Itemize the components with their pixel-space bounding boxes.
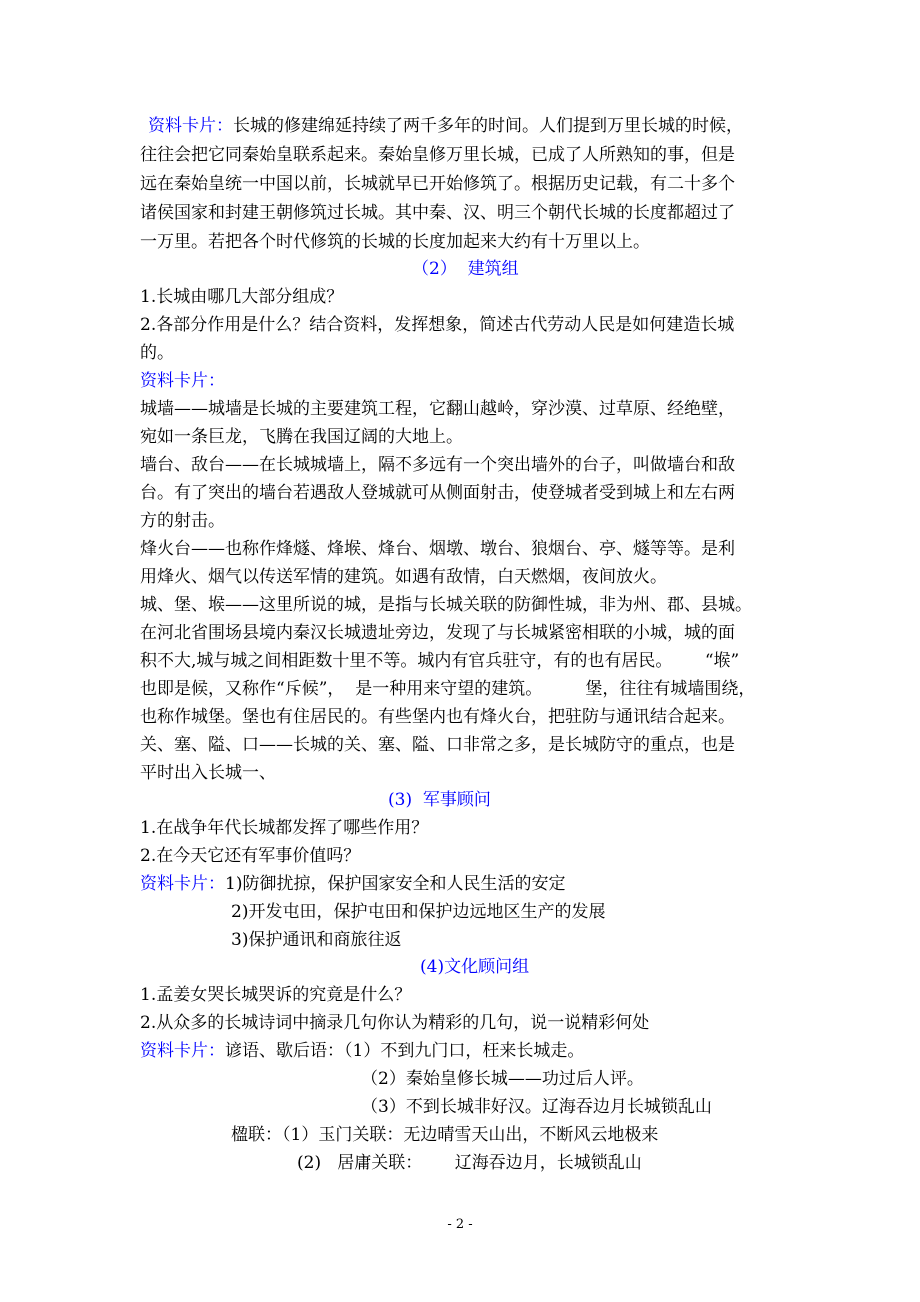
section2-body-10: 积不大,城与城之间相距数十里不等。城内有官兵驻守，有的也有居民。 “堠”: [140, 651, 740, 671]
section3-item-3: 3)保护通讯和商旅往返: [231, 930, 402, 950]
section2-body-14: 平时出入长城一、: [140, 763, 276, 783]
section2-body-2: 宛如一条巨龙，飞腾在我国辽阔的大地上。: [140, 427, 463, 447]
section2-question-2-cont: 的。: [140, 343, 174, 363]
section2-body-6: 烽火台——也称作烽燧、烽堠、烽台、烟墩、墩台、狼烟台、亭、燧等等。是利: [140, 539, 735, 559]
section2-body-12: 也称作城堡。堡也有住居民的。有些堡内也有烽火台，把驻防与通讯结合起来。: [140, 707, 735, 727]
page-number: - 2 -: [447, 1217, 473, 1232]
intro-line-2: 往往会把它同秦始皇联系起来。秦始皇修万里长城，已成了人所熟知的事，但是: [140, 145, 735, 165]
section4-couplet-1: 楹联：（1）玉门关联：无边晴雪天山出，不断风云地极来: [231, 1125, 659, 1145]
section3-item-1-line: 资料卡片：1)防御扰掠，保护国家安全和人民生活的安定: [140, 874, 566, 894]
section3-item-2: 2)开发屯田，保护屯田和保护边远地区生产的发展: [231, 902, 606, 922]
section2-card-label: 资料卡片：: [140, 371, 225, 391]
section4-proverb-line-1: 资料卡片：谚语、歇后语：（1）不到九门口，枉来长城走。: [140, 1041, 585, 1061]
section3-question-1: 1.在战争年代长城都发挥了哪些作用？: [140, 818, 429, 838]
section2-question-1: 1.长城由哪几大部分组成？: [140, 287, 344, 307]
section4-card-label: 资料卡片：: [140, 1041, 225, 1061]
section2-body-5: 方的射击。: [140, 511, 225, 531]
section2-body-13: 关、塞、隘、口——长城的关、塞、隘、口非常之多，是长城防守的重点，也是: [140, 735, 735, 755]
section2-heading: （2） 建筑组: [412, 259, 519, 279]
card-label: 资料卡片：: [148, 116, 233, 136]
section2-question-2: 2.各部分作用是什么？结合资料，发挥想象，简述古代劳动人民是如何建造长城: [140, 315, 735, 335]
section4-proverb-2: （2）秦始皇修长城——功过后人评。: [361, 1069, 644, 1089]
section4-couplet-2: (2) 居庸关联： 辽海吞边月，长城锁乱山: [297, 1153, 642, 1173]
section2-body-3: 墙台、敌台——在长城城墙上，隔不多远有一个突出墙外的台子，叫做墙台和敌: [140, 455, 735, 475]
section3-question-2: 2.在今天它还有军事价值吗？: [140, 846, 361, 866]
section3-card-label: 资料卡片：: [140, 874, 225, 894]
section3-heading: (3) 军事顾问: [388, 790, 491, 810]
intro-line-3: 远在秦始皇统一中国以前，长城就早已开始修筑了。根据历史记载，有二十多个: [140, 174, 735, 194]
intro-line-4: 诸侯国家和封建王朝修筑过长城。其中秦、汉、明三个朝代长城的长度都超过了: [140, 203, 735, 223]
section4-heading: (4)文化顾问组: [420, 957, 530, 977]
intro-line-5: 一万里。若把各个时代修筑的长城的长度加起来大约有十万里以上。: [140, 232, 650, 252]
section4-proverb-3: （3）不到长城非好汉。辽海吞边月长城锁乱山: [361, 1097, 712, 1117]
section4-question-1: 1.孟姜女哭长城哭诉的究竟是什么？: [140, 985, 412, 1005]
section2-body-4: 台。有了突出的墙台若遇敌人登城就可从侧面射击，使登城者受到城上和左右两: [140, 483, 735, 503]
section2-body-9: 在河北省围场县境内秦汉长城遗址旁边，发现了与长城紧密相联的小城，城的面: [140, 623, 735, 643]
section2-body-11: 也即是候，又称作“斥候”， 是一种用来守望的建筑。 堡，往往有城墙围绕，: [140, 679, 756, 699]
section4-question-2: 2.从众多的长城诗词中摘录几句你认为精彩的几句，说一说精彩何处: [140, 1013, 650, 1033]
proverb-label: 谚语、歇后语：: [225, 1041, 344, 1061]
section2-body-8: 城、堡、堠——这里所说的城，是指与长城关联的防御性城，非为州、郡、县城。: [140, 595, 752, 615]
section2-body-1: 城墙——城墙是长城的主要建筑工程，它翻山越岭，穿沙漠、过草原、经绝壁，: [140, 399, 735, 419]
section2-body-7: 用烽火、烟气以传送军情的建筑。如遇有敌情，白天燃烟，夜间放火。: [140, 567, 667, 587]
intro-line-1: 资料卡片：长城的修建绵延持续了两千多年的时间。人们提到万里长城的时候，: [148, 116, 743, 136]
